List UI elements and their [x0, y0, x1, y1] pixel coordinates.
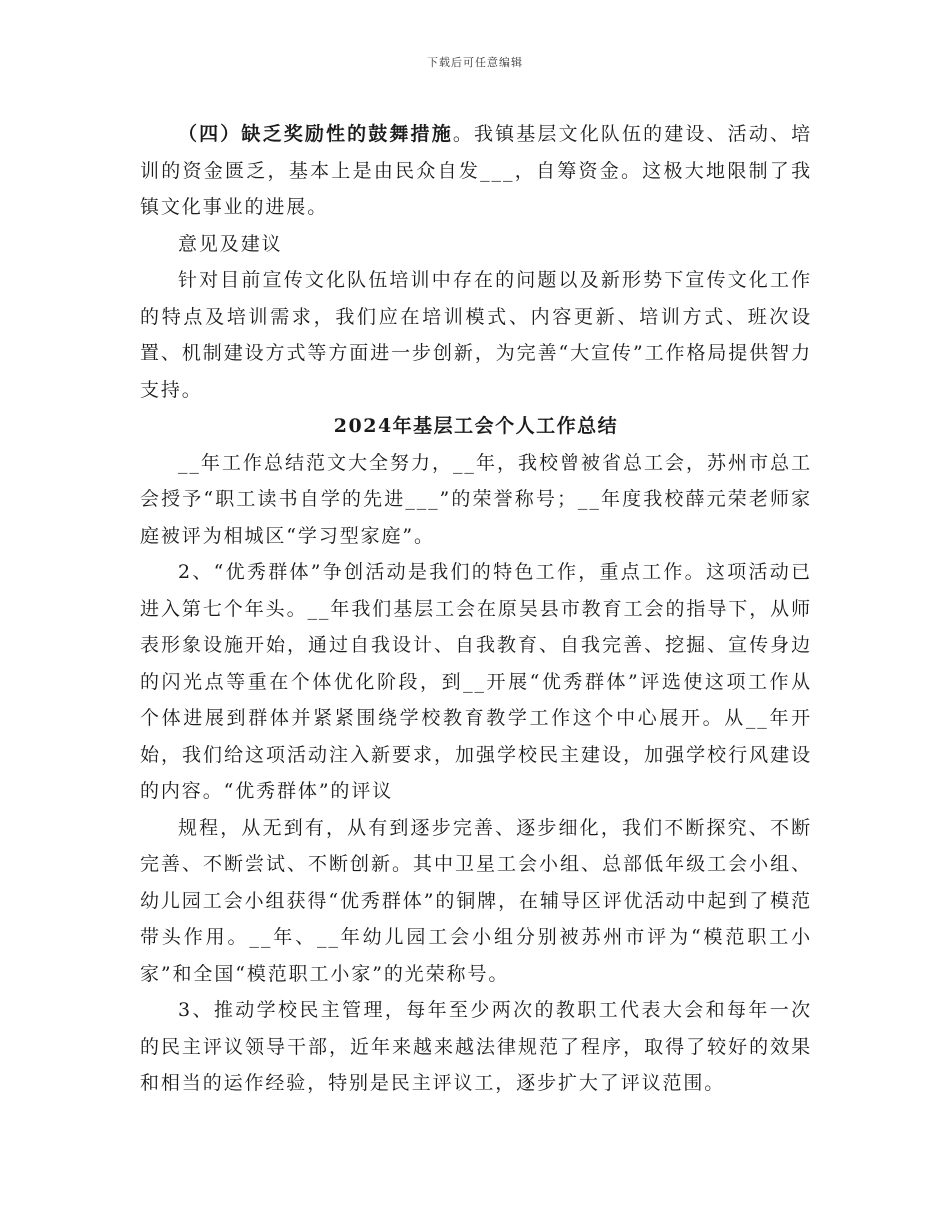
section-four-paragraph	[140, 116, 812, 226]
document-body	[140, 116, 812, 1102]
summary-paragraph-4: 3、推动学校民主管理，每年至少两次的教职工代表大会和每年一次的民主评议领导干部，近年来越来越法律规范了程序，取得了较好的效果和相当的运作经验，特别是民主评议工，逐步扩大了评议范围。	[140, 999, 812, 1094]
page-header: 下载后可任意编辑	[427, 56, 523, 69]
summary-paragraph-2: 2、“优秀群体”争创活动是我们的特色工作，重点工作。这项活动已进入第七个年头。__年我们基层工会在原吴县市教育工会的指导下，从师表形象设施开始，通过自我设计、自我教育、自我完善、挖掘、宣传身边的闪光点等重在个体优化阶段，到__开展“优秀群体”评选使这项工作从个体进展到群体并紧紧围绕学校教育教学工作这个中心展开。从__年开始，我们给这项活动注入新要求，加强学校民主建设，加强学校行风建设的内容。“优秀群体”的评议	[140, 561, 812, 802]
summary-title: 2024年基层工会个人工作总结	[333, 415, 619, 437]
section-four-body: 。我镇基层文化队伍的建设、活动、培训的资金匮乏，基本上是由民众自发___，自筹资金。这极大地限制了我镇文化事业的进展。	[140, 123, 812, 218]
opinion-title: 意见及建议	[178, 232, 283, 255]
opinion-body: 针对目前宣传文化队伍培训中存在的问题以及新形势下宣传文化工作的特点及培训需求，我们应在培训模式、内容更新、培训方式、班次设置、机制建设方式等方面进一步创新，为完善“大宣传”工作格局提供智力支持。	[140, 269, 812, 401]
section-four-heading: （四）缺乏奖励性的鼓舞措施	[178, 123, 453, 145]
summary-paragraph-3: 规程，从无到有，从有到逐步完善、逐步细化，我们不断探究、不断完善、不断尝试、不断创新。其中卫星工会小组、总部低年级工会小组、幼儿园工会小组获得“优秀群体”的铜牌，在辅导区评优活动中起到了模范带头作用。__年、__年幼儿园工会小组分别被苏州市评为“模范职工小家”和全国“模范职工小家”的光荣称号。	[140, 816, 812, 985]
summary-paragraph-1: __年工作总结范文大全努力，__年，我校曾被省总工会，苏州市总工会授予“职工读书自学的先进___”的荣誉称号；__年度我校薛元荣老师家庭被评为相城区“学习型家庭”。	[140, 451, 812, 547]
